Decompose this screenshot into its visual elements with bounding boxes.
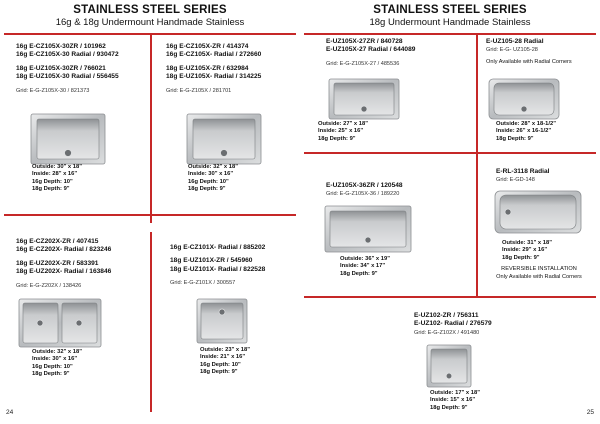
spec-line: 18g Depth: 9"	[340, 270, 378, 277]
spec-line: Outside: 32" x 18"	[188, 164, 238, 170]
spec-line: Outside: 28" x 18-1/2"	[496, 121, 556, 127]
product-code: E-UZ105X-27ZR / 840728	[326, 38, 403, 45]
page-number: 24	[6, 409, 14, 416]
spec-line: Inside: 15" x 16"	[430, 397, 476, 404]
product-specs	[318, 121, 368, 143]
spec-line: Outside: 30" x 18"	[32, 164, 82, 170]
spec-line: 18g Depth: 9"	[32, 186, 70, 193]
product-specs	[430, 390, 480, 412]
product-specs	[188, 164, 238, 194]
grid-code: Grid: E-G-Z202X / 138426	[16, 282, 82, 289]
product-code: 16g E-CZ101X- Radial / 885202	[170, 244, 266, 251]
product-code: E-RL-3118 Radial	[496, 168, 550, 175]
spec-line: Outside: 32" x 18"	[32, 349, 82, 355]
spec-line: Outside: 17" x 18"	[430, 390, 480, 396]
product-code: 18g E-UZ105X-30ZR / 766021	[16, 64, 106, 72]
spec-line: 16g Depth: 10"	[200, 361, 241, 368]
product-card	[170, 244, 298, 287]
sink-image	[186, 113, 262, 165]
spec-line: 18g Depth: 9"	[200, 369, 238, 376]
right-page	[300, 0, 600, 424]
sink-image	[324, 205, 412, 253]
product-code: E-UZ105X-36ZR / 120548	[326, 182, 403, 189]
sink-image	[328, 78, 400, 120]
spec-line: 18g Depth: 9"	[430, 404, 468, 411]
product-specs	[502, 240, 552, 262]
sink-image	[196, 298, 248, 344]
spec-line: Inside: 21" x 16"	[200, 354, 246, 361]
grid-code: Grid: E-GD-148	[496, 177, 535, 184]
spec-line: 16g Depth: 10"	[188, 178, 229, 185]
grid-code: Grid: E-G-Z105X-36 / 189220	[326, 191, 400, 198]
grid-code: Grid: E-G- UZ105-28	[486, 47, 538, 54]
left-header	[0, 4, 300, 29]
product-code: 16g E-CZ202X- Radial / 823246	[16, 246, 112, 254]
installation-note: REVERSIBLE INSTALLATION	[501, 266, 577, 272]
product-code: 16g E-CZ202X-ZR / 407415	[16, 238, 99, 245]
spec-line: Outside: 23" x 18"	[200, 347, 250, 353]
product-card	[486, 38, 598, 67]
product-code: E-UZ105X-27 Radial / 644089	[326, 46, 416, 54]
product-specs	[496, 121, 556, 143]
product-code: 16g E-CZ105X- Radial / 272660	[166, 51, 262, 59]
sink-image	[426, 344, 472, 388]
grid-code: Grid: E-G-Z102X / 491480	[414, 329, 480, 336]
spec-line: 16g Depth: 10"	[32, 363, 73, 370]
product-specs	[32, 164, 82, 194]
sink-image	[30, 113, 106, 165]
spec-line: 16g Depth: 10"	[32, 178, 73, 185]
spec-line: Outside: 27" x 18"	[318, 121, 368, 127]
product-code: 18g E-UZ101X- Radial / 822528	[170, 265, 266, 273]
product-code: 18g E-UZ105X-30 Radial / 556455	[16, 73, 119, 81]
spec-line: 18g Depth: 9"	[318, 135, 356, 142]
spec-line: 18g Depth: 9"	[502, 254, 540, 261]
spec-line: 18g Depth: 9"	[496, 135, 534, 142]
product-code: 18g E-UZ202X- Radial / 163846	[16, 268, 112, 276]
spec-line: 18g Depth: 9"	[32, 371, 70, 378]
sink-image	[494, 190, 582, 234]
product-code: E-UZ105-28 Radial	[486, 38, 544, 45]
product-card	[496, 168, 598, 184]
spec-line: Inside: 29" x 16"	[502, 247, 548, 254]
product-code: 16g E-CZ105X-30 Radial / 930472	[16, 51, 119, 59]
left-bottom-divider	[150, 232, 152, 412]
right-top-rule	[304, 33, 596, 35]
product-card	[166, 43, 296, 95]
product-specs	[32, 349, 82, 379]
spec-line: Inside: 25" x 16"	[318, 128, 364, 135]
grid-code: Grid: E-G-Z101X / 300557	[170, 280, 236, 287]
spec-line: Inside: 30" x 16"	[32, 356, 78, 363]
right-series-subtitle: 18g Undermount Handmade Stainless	[369, 17, 531, 28]
product-card	[326, 38, 474, 68]
product-code: E-UZ102-ZR / 756311	[414, 312, 479, 319]
spec-line: Inside: 28" x 16"	[32, 171, 78, 178]
spec-line: Outside: 36" x 19"	[340, 256, 390, 262]
sink-image	[488, 78, 560, 120]
page-number: 25	[586, 409, 594, 416]
right-header	[300, 4, 600, 29]
product-specs	[340, 256, 390, 278]
spec-line: Inside: 26" x 16-1/2"	[496, 128, 552, 135]
sink-image	[18, 298, 102, 348]
grid-code: Grid: E-G-Z105X-27 / 485536	[326, 60, 400, 67]
product-code: 16g E-CZ105X-ZR / 414374	[166, 43, 249, 50]
spec-line: Inside: 30" x 16"	[188, 171, 234, 178]
grid-code: Grid: E-G-Z105X / 281701	[166, 87, 232, 94]
grid-code: Grid: E-G-Z105X-30 / 821373	[16, 87, 90, 94]
right-vertical-divider	[476, 33, 478, 296]
spec-line: 18g Depth: 9"	[188, 186, 226, 193]
product-specs	[200, 347, 250, 377]
installation-notes	[480, 266, 598, 281]
product-code: 16g E-CZ105X-30ZR / 101962	[16, 43, 106, 50]
product-code: 18g E-UZ105X-ZR / 632984	[166, 64, 249, 72]
product-code: 18g E-UZ202X-ZR / 583391	[16, 259, 99, 267]
availability-note: Only Available with Radial Corners	[486, 59, 572, 66]
product-card	[16, 43, 146, 95]
left-top-divider	[150, 33, 152, 223]
product-code: E-UZ102- Radial / 276579	[414, 320, 492, 328]
right-upper-rule	[304, 152, 596, 154]
product-code: 18g E-UZ101X-ZR / 545960	[170, 257, 253, 265]
left-series-subtitle: 16g & 18g Undermount Handmade Stainless	[55, 17, 245, 28]
spec-line: Outside: 31" x 18"	[502, 240, 552, 246]
spec-line: Inside: 34" x 17"	[340, 263, 386, 270]
product-code: 18g E-UZ105X- Radial / 314225	[166, 73, 262, 81]
left-series-title: STAINLESS STEEL SERIES	[73, 4, 227, 16]
right-series-title: STAINLESS STEEL SERIES	[373, 4, 527, 16]
product-card	[414, 312, 564, 337]
right-lower-rule	[304, 296, 596, 298]
product-card	[16, 238, 146, 290]
product-card	[326, 182, 474, 198]
availability-note: Only Available with Radial Corners	[496, 273, 582, 280]
